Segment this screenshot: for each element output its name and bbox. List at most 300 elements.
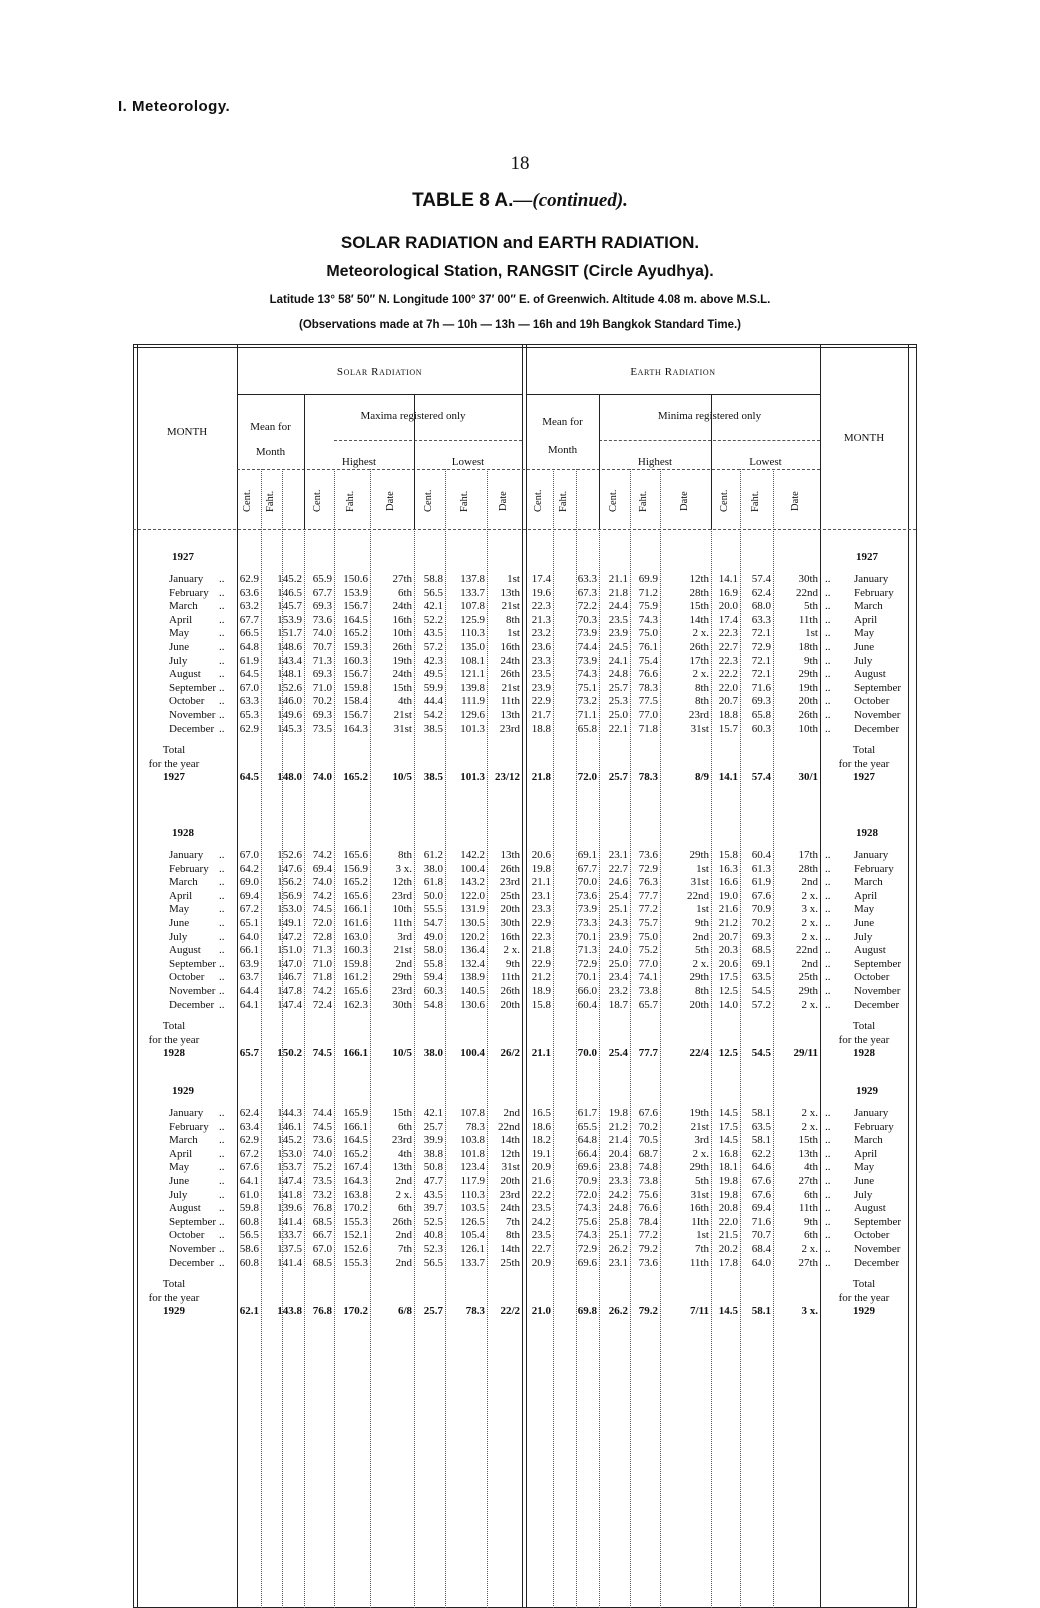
table-cell-ehf: 71.8 (638, 722, 658, 735)
total-cell-hf: 170.2 (343, 1305, 368, 1318)
table-row-month: June (169, 917, 190, 929)
table-cell-lc: 42.1 (423, 1107, 443, 1119)
table-cell-lf: 122.0 (460, 889, 485, 902)
table-cell-lc: 57.2 (423, 641, 443, 653)
table-cell-ehd: 7th (694, 1243, 709, 1255)
table-cell-eld: 1st (805, 627, 818, 640)
table-cell-ec: 18.2 (531, 1134, 551, 1147)
table-cell-sf: 146.5 (277, 586, 302, 599)
page-number: 18 (510, 153, 530, 174)
table-cell-ehc: 21.1 (608, 573, 628, 585)
table-row-month: January (169, 1107, 204, 1119)
total-cell-eld: 30/1 (798, 771, 818, 784)
total-cell-ehc: 26.2 (608, 1305, 628, 1318)
total-cell-hd: 10/5 (392, 1047, 412, 1060)
table-cell-lc: 54.8 (423, 998, 443, 1011)
total-cell-ld: 22/2 (500, 1305, 520, 1318)
table-cell-lc: 39.7 (423, 1202, 443, 1215)
table-cell-ec: 23.5 (531, 1229, 551, 1242)
table-cell-ec: 20.9 (531, 1256, 551, 1269)
row-leader-dots: .. (219, 586, 225, 599)
unit-label-date: Date (497, 491, 509, 511)
table-cell-elf: 67.6 (751, 1175, 771, 1187)
table-cell-elc: 17.5 (718, 971, 738, 984)
table-cell-hd: 29th (392, 971, 412, 984)
table-cell-ef: 73.9 (577, 654, 597, 667)
total-cell-ef: 72.0 (577, 771, 597, 784)
table-row-month-right: March (854, 1134, 883, 1147)
table-cell-hc: 71.0 (312, 681, 332, 694)
table-cell-ec: 23.9 (531, 681, 551, 694)
table-cell-lf: 138.9 (460, 971, 485, 984)
header-hilo-rule-e (599, 440, 820, 441)
table-cell-elf: 60.4 (751, 849, 771, 861)
table-cell-sc: 65.3 (239, 709, 259, 721)
table-cell-ec: 16.5 (531, 1107, 551, 1119)
table-cell-elc: 22.2 (718, 668, 738, 681)
table-cell-hc: 73.6 (312, 1134, 332, 1147)
table-cell-hc: 74.0 (312, 627, 332, 640)
table-cell-eld: 22nd (796, 944, 818, 957)
row-leader-dots: .. (219, 1215, 225, 1228)
table-cell-elf: 62.2 (751, 1147, 771, 1160)
table-cell-ec: 20.9 (531, 1161, 551, 1174)
table-cell-lf: 142.2 (460, 849, 485, 861)
table-cell-hf: 164.5 (343, 613, 368, 626)
table-cell-ehc: 23.3 (608, 1175, 628, 1187)
table-cell-hf: 164.3 (343, 1175, 368, 1187)
table-cell-ehc: 23.4 (608, 971, 628, 984)
observation-times: (Observations made at 7h — 10h — 13h — 16h and 19h Bangkok Standard Time.) (298, 319, 742, 331)
table-cell-elf: 67.6 (751, 889, 771, 902)
table-cell-ehd: 29th (689, 849, 709, 861)
unit-label-date: Date (385, 491, 396, 511)
table-cell-elc: 22.0 (718, 1215, 738, 1228)
table-cell-hf: 155.3 (343, 1215, 368, 1228)
table-cell-sf: 151.0 (277, 944, 302, 957)
table-cell-ehc: 22.7 (608, 862, 628, 875)
table-cell-eld: 11th (798, 613, 818, 626)
table-cell-sf: 153.9 (277, 613, 302, 626)
unit-label-faht: Faht. (638, 490, 649, 512)
table-cell-hc: 71.8 (312, 971, 332, 984)
table-cell-ehc: 24.8 (608, 1202, 628, 1215)
table-cell-lf: 117.9 (460, 1175, 485, 1187)
table-cell-sf: 141.8 (277, 1188, 302, 1201)
table-row-month: September (169, 681, 217, 694)
table-row-month: May (169, 1161, 190, 1174)
table-cell-hd: 3rd (397, 930, 412, 943)
table-cell-ehd: 1st (696, 862, 709, 875)
table-cell-sc: 64.8 (239, 641, 259, 653)
table-cell-sf: 153.0 (277, 1147, 302, 1160)
table-cell-sc: 64.2 (239, 862, 259, 875)
row-leader-dots: .. (219, 1175, 225, 1187)
table-row-month: October (169, 695, 205, 708)
table-cell-ehf: 73.8 (638, 985, 658, 997)
row-leader-dots: .. (825, 998, 831, 1011)
table-cell-eld: 2 x. (801, 998, 818, 1011)
row-leader-dots: .. (825, 627, 831, 640)
table-cell-ehd: 8th (694, 681, 709, 694)
table-row-month-right: May (854, 903, 875, 916)
row-leader-dots: .. (219, 985, 225, 997)
table-cell-ec: 22.2 (531, 1188, 551, 1201)
unit-label-cent: Cent. (242, 489, 253, 513)
table-cell-hd: 11th (392, 917, 412, 929)
table-cell-hd: 3 x. (395, 862, 412, 875)
radiation-table (133, 344, 916, 1608)
table-cell-elc: 14.0 (718, 998, 738, 1011)
table-cell-ef: 74.3 (577, 1229, 597, 1242)
table-cell-hd: 26th (392, 1215, 412, 1228)
table-cell-ehd: 31st (690, 876, 709, 889)
table-cell-ec: 21.7 (531, 709, 551, 721)
table-cell-sc: 63.4 (239, 1120, 259, 1133)
table-cell-hd: 6th (397, 1202, 412, 1215)
table-cell-elf: 61.9 (751, 876, 771, 889)
row-leader-dots: .. (825, 1229, 831, 1242)
table-cell-lf: 133.7 (460, 1256, 485, 1269)
table-cell-ec: 21.1 (531, 876, 551, 889)
table-cell-hd: 19th (392, 654, 412, 667)
total-cell-elc: 12.5 (718, 1047, 738, 1060)
table-cell-lc: 38.8 (423, 1147, 443, 1160)
total-cell-hc: 74.0 (312, 771, 332, 784)
table-cell-hc: 69.4 (312, 862, 332, 875)
row-leader-dots: .. (219, 1161, 225, 1174)
table-cell-ehc: 24.3 (608, 917, 628, 929)
table-row-month: July (169, 1188, 188, 1201)
table-cell-ef: 61.7 (577, 1107, 597, 1119)
table-cell-lf: 121.1 (460, 668, 485, 681)
table-cell-ec: 22.3 (531, 600, 551, 613)
table-cell-lc: 56.5 (423, 586, 443, 599)
table-cell-ehd: 26th (689, 641, 709, 653)
row-leader-dots: .. (825, 695, 831, 708)
table-cell-ld: 13th (500, 709, 520, 721)
table-cell-sf: 147.6 (277, 862, 302, 875)
table-cell-hc: 74.5 (312, 1120, 332, 1133)
table-cell-ec: 17.4 (531, 573, 551, 585)
table-row-month-right: August (854, 668, 886, 681)
table-cell-sc: 64.4 (239, 985, 259, 997)
table-cell-hd: 16th (392, 613, 412, 626)
row-leader-dots: .. (825, 1134, 831, 1147)
table-cell-sf: 147.0 (277, 957, 302, 970)
table-cell-hc: 73.6 (312, 613, 332, 626)
table-cell-lc: 61.2 (423, 849, 443, 861)
total-cell-sc: 65.7 (239, 1047, 259, 1060)
unit-label-date: Date (789, 491, 801, 511)
table-cell-hf: 158.4 (343, 695, 368, 708)
table-cell-ehf: 79.2 (638, 1243, 658, 1255)
table-cell-ec: 19.8 (531, 862, 551, 875)
row-leader-dots: .. (825, 1161, 831, 1174)
table-cell-elf: 72.1 (751, 654, 771, 667)
table-cell-lc: 47.7 (423, 1175, 443, 1187)
table-cell-ld: 20th (500, 1175, 520, 1187)
table-row-month: December (169, 998, 215, 1011)
table-cell-sf: 147.8 (277, 985, 302, 997)
table-cell-elc: 22.0 (718, 681, 738, 694)
table-cell-ec: 24.2 (531, 1215, 551, 1228)
total-cell-lf: 101.3 (460, 771, 485, 784)
table-cell-hc: 67.7 (312, 586, 332, 599)
row-leader-dots: .. (219, 641, 225, 653)
table-cell-lc: 38.0 (423, 862, 443, 875)
table-cell-elf: 69.1 (751, 957, 771, 970)
earth-mean-for: Mean for (542, 416, 583, 428)
table-cell-elf: 69.3 (751, 930, 771, 943)
table-cell-hf: 165.6 (343, 889, 368, 902)
table-cell-ehd: 1Ith (691, 1215, 709, 1228)
table-cell-ehf: 77.2 (638, 903, 658, 916)
row-leader-dots: .. (219, 722, 225, 735)
table-cell-lc: 55.8 (423, 957, 443, 970)
table-cell-lc: 43.5 (423, 627, 443, 640)
table-cell-ehf: 77.2 (638, 1229, 658, 1242)
table-cell-ehd: 2 x. (692, 668, 709, 681)
header-divider-earth (526, 394, 820, 395)
total-label-right: Total (852, 1020, 876, 1033)
total-cell-ehc: 25.7 (608, 771, 628, 784)
table-row-month-right: September (854, 681, 902, 694)
table-cell-ec: 23.1 (531, 889, 551, 902)
table-cell-hd: 23rd (391, 1134, 412, 1147)
table-row-month-right: January (854, 849, 889, 861)
table-cell-ec: 15.8 (531, 998, 551, 1011)
table-cell-ld: 22nd (498, 1120, 520, 1133)
total-year: 1927 (163, 771, 185, 784)
row-leader-dots: .. (219, 1243, 225, 1255)
table-cell-ef: 66.4 (577, 1147, 597, 1160)
table-cell-ec: 22.7 (531, 1243, 551, 1255)
table-cell-ehf: 75.0 (638, 627, 658, 640)
solar-radiation-header: Solar Radiation (336, 366, 423, 378)
table-cell-lf: 132.4 (460, 957, 485, 970)
earth-month: Month (547, 444, 578, 456)
row-leader-dots: .. (825, 681, 831, 694)
table-cell-elc: 20.6 (718, 957, 738, 970)
table-row-month: May (169, 903, 190, 916)
table-cell-ehc: 24.6 (608, 876, 628, 889)
table-cell-elf: 60.3 (751, 722, 771, 735)
total-label: Total (162, 1020, 186, 1033)
table-row-month: March (169, 600, 198, 613)
row-leader-dots: .. (219, 849, 225, 861)
table-cell-sf: 147.4 (277, 998, 302, 1011)
table-cell-hc: 74.0 (312, 1147, 332, 1160)
table-cell-ec: 22.3 (531, 930, 551, 943)
table-row-month-right: June (854, 1175, 875, 1187)
table-cell-ehd: 23rd (688, 709, 709, 721)
table-cell-ef: 72.9 (577, 1243, 597, 1255)
table-cell-hd: 2nd (395, 1175, 412, 1187)
row-leader-dots: .. (825, 586, 831, 599)
table-cell-sc: 67.7 (239, 613, 259, 626)
table-cell-ef: 72.0 (577, 1188, 597, 1201)
table-cell-elf: 62.4 (751, 586, 771, 599)
table-row-month: March (169, 1134, 198, 1147)
table-cell-lf: 135.0 (460, 641, 485, 653)
table-cell-ehf: 74.1 (638, 971, 658, 984)
table-cell-elc: 21.5 (718, 1229, 738, 1242)
table-cell-ef: 73.9 (577, 627, 597, 640)
table-cell-ec: 22.9 (531, 957, 551, 970)
row-leader-dots: .. (825, 668, 831, 681)
table-label: TABLE 8 A. (412, 190, 514, 211)
table-row-month: April (169, 889, 193, 902)
table-cell-sc: 60.8 (239, 1256, 259, 1269)
table-cell-ec: 23.5 (531, 1202, 551, 1215)
total-cell-elf: 57.4 (751, 771, 771, 784)
total-label-right: Total (852, 744, 876, 757)
table-cell-ec: 20.6 (531, 849, 551, 861)
table-cell-elc: 22.3 (718, 627, 738, 640)
table-cell-ld: 16th (500, 641, 520, 653)
total-cell-elc: 14.1 (718, 771, 738, 784)
table-cell-ef: 69.1 (577, 849, 597, 861)
table-cell-hc: 69.3 (312, 668, 332, 681)
table-cell-elc: 17.8 (718, 1256, 738, 1269)
table-cell-ehd: 28th (689, 586, 709, 599)
table-row-month-right: May (854, 1161, 875, 1174)
table-cell-hd: 23rd (391, 889, 412, 902)
table-cell-eld: 29th (798, 668, 818, 681)
row-leader-dots: .. (219, 654, 225, 667)
table-cell-lf: 108.1 (460, 654, 485, 667)
table-cell-ef: 63.3 (577, 573, 597, 585)
table-cell-hf: 159.3 (343, 641, 368, 653)
table-cell-elf: 57.2 (751, 998, 771, 1011)
row-leader-dots: .. (219, 681, 225, 694)
table-cell-hd: 24th (392, 668, 412, 681)
table-cell-sf: 152.6 (277, 681, 302, 694)
table-cell-ehf: 76.3 (638, 876, 658, 889)
table-cell-ehd: 22nd (687, 889, 709, 902)
table-cell-ehd: 1st (696, 903, 709, 916)
table-cell-ld: 30th (500, 917, 520, 929)
table-cell-lf: 125.9 (460, 613, 485, 626)
total-cell-ehf: 77.7 (638, 1047, 658, 1060)
table-cell-hd: 10th (392, 627, 412, 640)
table-row-month: November (169, 985, 216, 997)
table-cell-sc: 65.1 (239, 917, 259, 929)
table-cell-ehd: 29th (689, 1161, 709, 1174)
table-cell-sc: 64.1 (239, 1175, 259, 1187)
table-cell-sc: 63.9 (239, 957, 259, 970)
table-row-month: September (169, 957, 217, 970)
table-cell-hf: 152.6 (343, 1243, 368, 1255)
table-cell-ehd: 11th (689, 1256, 709, 1269)
table-cell-hc: 72.0 (312, 917, 332, 929)
table-row-month: September (169, 1215, 217, 1228)
table-row-month-right: October (854, 971, 890, 984)
table-cell-ld: 23rd (499, 1188, 520, 1201)
table-cell-eld: 30th (798, 573, 818, 585)
table-cell-hf: 156.7 (343, 709, 368, 721)
table-cell-hf: 156.7 (343, 668, 368, 681)
row-leader-dots: .. (825, 917, 831, 929)
table-cell-ehf: 73.6 (638, 849, 658, 861)
table-cell-sf: 133.7 (277, 1229, 302, 1242)
table-cell-hf: 156.7 (343, 600, 368, 613)
table-cell-sf: 148.1 (277, 668, 302, 681)
table-cell-eld: 11th (798, 1202, 818, 1215)
table-cell-ehd: 15th (689, 600, 709, 613)
table-cell-ld: 13th (500, 849, 520, 861)
table-row-month: June (169, 1175, 190, 1187)
row-leader-dots: .. (219, 876, 225, 889)
table-row-month: November (169, 1243, 216, 1255)
table-row-month-right: October (854, 1229, 890, 1242)
table-cell-sf: 141.4 (277, 1215, 302, 1228)
table-cell-ef: 69.6 (577, 1161, 597, 1174)
table-cell-sc: 69.4 (239, 889, 259, 902)
table-cell-ehc: 21.4 (608, 1134, 628, 1147)
table-cell-ehc: 25.7 (608, 681, 628, 694)
table-cell-ehc: 23.9 (608, 627, 628, 640)
table-cell-ec: 22.9 (531, 695, 551, 708)
table-cell-hd: 27th (392, 573, 412, 585)
table-row-month: January (169, 573, 204, 585)
table-cell-ld: 31st (501, 1161, 520, 1174)
table-cell-lf: 78.3 (465, 1120, 485, 1133)
total-label: Total (162, 744, 186, 757)
table-row-month-right: April (854, 613, 878, 626)
table-cell-hf: 165.6 (343, 985, 368, 997)
table-cell-hd: 21st (393, 709, 412, 721)
table-row-month-right: May (854, 627, 875, 640)
table-cell-ehc: 25.1 (608, 903, 628, 916)
table-cell-lf: 130.6 (460, 998, 485, 1011)
table-cell-ehc: 23.2 (608, 985, 628, 997)
table-cell-eld: 29th (798, 985, 818, 997)
table-cell-lc: 54.7 (423, 917, 443, 929)
table-row-month-right: September (854, 1215, 902, 1228)
table-cell-elc: 19.0 (718, 889, 738, 902)
table-row-month: February (169, 1120, 209, 1133)
table-cell-ld: 9th (505, 957, 520, 970)
total-cell-hf: 166.1 (343, 1047, 368, 1060)
table-cell-lf: 137.8 (460, 573, 485, 585)
table-cell-ehf: 73.6 (638, 1256, 658, 1269)
row-leader-dots: .. (825, 722, 831, 735)
table-cell-hc: 71.3 (312, 654, 332, 667)
table-cell-eld: 2 x. (801, 1107, 818, 1119)
table-cell-ehc: 23.1 (608, 849, 628, 861)
table-cell-hd: 7th (397, 1243, 412, 1255)
table-cell-hf: 150.6 (343, 573, 368, 585)
table-cell-ef: 74.3 (577, 668, 597, 681)
table-cell-sc: 67.2 (239, 1147, 259, 1160)
table-row-month-right: April (854, 1147, 878, 1160)
table-cell-ef: 71.3 (577, 944, 597, 957)
total-cell-ef: 70.0 (577, 1047, 597, 1060)
row-leader-dots: .. (219, 917, 225, 929)
total-year-right: 1928 (853, 1047, 875, 1060)
table-cell-ehc: 18.7 (608, 998, 628, 1011)
table-cell-ehd: 9th (694, 917, 709, 929)
table-cell-ehd: 1st (696, 1229, 709, 1242)
table-cell-ehf: 65.7 (638, 998, 658, 1011)
year-heading-left: 1929 (172, 1085, 194, 1097)
table-cell-ld: 26th (500, 985, 520, 997)
row-leader-dots: .. (219, 573, 225, 585)
table-cell-sc: 67.2 (239, 903, 259, 916)
table-row-month: August (169, 668, 201, 681)
